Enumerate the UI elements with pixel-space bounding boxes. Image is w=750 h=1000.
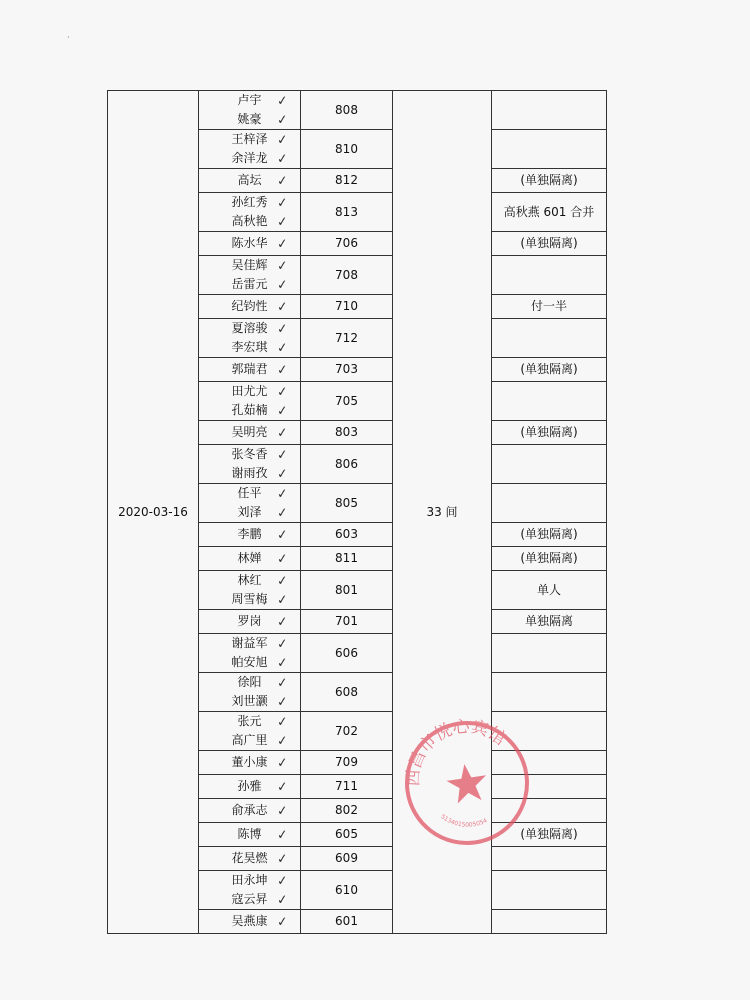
checkmark-icon: ✓ bbox=[276, 132, 289, 149]
guest-names-cell bbox=[199, 634, 301, 673]
room-number: 701 bbox=[301, 610, 393, 634]
guest-name bbox=[199, 319, 300, 338]
note-cell: 单独隔离 bbox=[492, 610, 607, 634]
room-number: 608 bbox=[301, 673, 393, 712]
note-cell: (单独隔离) bbox=[492, 232, 607, 256]
guest-name bbox=[199, 149, 300, 168]
checkmark-icon: ✓ bbox=[276, 112, 289, 129]
guest-name-text: 田尤尤 bbox=[231, 384, 268, 398]
guest-name-text: 吴佳辉 bbox=[231, 258, 268, 272]
guest-name-text: 花昊燃 bbox=[231, 851, 268, 865]
checkmark-icon: ✓ bbox=[276, 340, 289, 357]
guest-names-cell bbox=[199, 547, 301, 571]
guest-name bbox=[199, 91, 300, 110]
guest-name bbox=[199, 212, 300, 231]
guest-name-text: 郭瑞君 bbox=[231, 362, 268, 376]
guest-name bbox=[199, 590, 300, 609]
note-cell bbox=[492, 847, 607, 871]
guest-names-cell bbox=[199, 571, 301, 610]
guest-name-text: 李鹏 bbox=[237, 527, 262, 541]
room-number: 805 bbox=[301, 484, 393, 523]
checkmark-icon: ✓ bbox=[276, 466, 289, 483]
guest-name-text: 帕安旭 bbox=[231, 655, 268, 669]
room-number: 601 bbox=[301, 910, 393, 934]
checkmark-icon: ✓ bbox=[276, 195, 289, 212]
room-number: 801 bbox=[301, 571, 393, 610]
checkmark-icon: ✓ bbox=[276, 914, 289, 931]
note-cell: (单独隔离) bbox=[492, 523, 607, 547]
checkmark-icon: ✓ bbox=[276, 214, 289, 231]
guest-names-cell bbox=[199, 775, 301, 799]
guest-name bbox=[199, 275, 300, 294]
guest-name-text: 董小康 bbox=[231, 755, 268, 769]
guest-name bbox=[199, 171, 300, 190]
guest-name bbox=[199, 653, 300, 672]
guest-name-text: 余洋龙 bbox=[231, 151, 268, 165]
room-number: 603 bbox=[301, 523, 393, 547]
guest-name-text: 俞承志 bbox=[231, 803, 268, 817]
guest-name bbox=[199, 401, 300, 420]
guest-names-cell bbox=[199, 358, 301, 382]
guest-names-cell bbox=[199, 910, 301, 934]
note-cell: 付一半 bbox=[492, 295, 607, 319]
guest-name bbox=[199, 825, 300, 844]
guest-name bbox=[199, 801, 300, 820]
guest-name-text: 寇云昇 bbox=[231, 892, 268, 906]
guest-name-text: 吴燕康 bbox=[231, 914, 268, 928]
guest-names-cell bbox=[199, 523, 301, 547]
guest-names-cell bbox=[199, 256, 301, 295]
checkmark-icon: ✓ bbox=[276, 755, 289, 772]
room-number: 703 bbox=[301, 358, 393, 382]
room-number: 712 bbox=[301, 319, 393, 358]
guest-name-text: 陈水华 bbox=[231, 236, 268, 250]
note-cell bbox=[492, 256, 607, 295]
guest-name-text: 王梓泽 bbox=[231, 132, 268, 146]
room-number: 811 bbox=[301, 547, 393, 571]
room-number: 710 bbox=[301, 295, 393, 319]
guest-name bbox=[199, 234, 300, 253]
guest-names-cell bbox=[199, 673, 301, 712]
guest-name bbox=[199, 130, 300, 149]
checkmark-icon: ✓ bbox=[276, 236, 289, 253]
checkmark-icon: ✓ bbox=[276, 573, 289, 590]
note-cell bbox=[492, 871, 607, 910]
checkmark-icon: ✓ bbox=[276, 892, 289, 909]
guest-name bbox=[199, 571, 300, 590]
guest-name bbox=[199, 503, 300, 522]
checkmark-icon: ✓ bbox=[276, 258, 289, 275]
note-cell bbox=[492, 910, 607, 934]
room-number: 709 bbox=[301, 751, 393, 775]
room-number: 813 bbox=[301, 193, 393, 232]
room-number: 802 bbox=[301, 799, 393, 823]
guest-name-text: 纪钧性 bbox=[231, 299, 268, 313]
guest-names-cell bbox=[199, 232, 301, 256]
room-number: 702 bbox=[301, 712, 393, 751]
guest-name bbox=[199, 634, 300, 653]
checkmark-icon: ✓ bbox=[276, 447, 289, 464]
checkmark-icon: ✓ bbox=[276, 827, 289, 844]
guest-names-cell bbox=[199, 871, 301, 910]
room-number: 806 bbox=[301, 445, 393, 484]
guest-names-cell bbox=[199, 610, 301, 634]
guest-names-cell bbox=[199, 130, 301, 169]
guest-names-cell bbox=[199, 712, 301, 751]
guest-name-text: 高广里 bbox=[231, 733, 268, 747]
room-number: 812 bbox=[301, 169, 393, 193]
checkmark-icon: ✓ bbox=[276, 873, 289, 890]
room-number: 609 bbox=[301, 847, 393, 871]
guest-names-cell bbox=[199, 295, 301, 319]
guest-name-text: 任平 bbox=[237, 486, 262, 500]
guest-names-cell bbox=[199, 799, 301, 823]
checkmark-icon: ✓ bbox=[276, 675, 289, 692]
checkmark-icon: ✓ bbox=[276, 851, 289, 868]
guest-names-cell bbox=[199, 382, 301, 421]
note-cell bbox=[492, 445, 607, 484]
guest-name bbox=[199, 871, 300, 890]
checkmark-icon: ✓ bbox=[276, 694, 289, 711]
note-cell: 单人 bbox=[492, 571, 607, 610]
guest-name-text: 夏溶骏 bbox=[231, 321, 268, 335]
room-number: 706 bbox=[301, 232, 393, 256]
note-cell bbox=[492, 91, 607, 130]
guest-name bbox=[199, 612, 300, 631]
guest-name bbox=[199, 549, 300, 568]
guest-name bbox=[199, 360, 300, 379]
guest-name bbox=[199, 423, 300, 442]
note-cell bbox=[492, 484, 607, 523]
guest-name bbox=[199, 849, 300, 868]
note-cell: (单独隔离) bbox=[492, 358, 607, 382]
guest-name-text: 谢益军 bbox=[231, 636, 268, 650]
checkmark-icon: ✓ bbox=[276, 614, 289, 631]
guest-name-text: 高秋艳 bbox=[231, 214, 268, 228]
guest-names-cell bbox=[199, 847, 301, 871]
guest-name bbox=[199, 890, 300, 909]
guest-name-text: 刘泽 bbox=[237, 505, 262, 519]
guest-name-text: 卢宇 bbox=[237, 93, 262, 107]
guest-name-text: 姚豪 bbox=[237, 112, 262, 126]
guest-name bbox=[199, 753, 300, 772]
checkmark-icon: ✓ bbox=[276, 655, 289, 672]
guest-name bbox=[199, 464, 300, 483]
guest-name-text: 张元 bbox=[237, 714, 262, 728]
checkmark-icon: ✓ bbox=[276, 151, 289, 168]
scan-speck: · bbox=[67, 33, 70, 42]
seal-number: 5134015005054 bbox=[439, 813, 489, 829]
room-number: 705 bbox=[301, 382, 393, 421]
room-count: 33 间 bbox=[393, 91, 492, 934]
note-cell bbox=[492, 673, 607, 712]
guest-names-cell bbox=[199, 445, 301, 484]
checkmark-icon: ✓ bbox=[276, 362, 289, 379]
checkmark-icon: ✓ bbox=[276, 592, 289, 609]
room-number: 810 bbox=[301, 130, 393, 169]
checkmark-icon: ✓ bbox=[276, 425, 289, 442]
guest-name-text: 孙红秀 bbox=[231, 195, 268, 209]
checkmark-icon: ✓ bbox=[276, 527, 289, 544]
guest-name bbox=[199, 338, 300, 357]
checkmark-icon: ✓ bbox=[276, 505, 289, 522]
guest-name-text: 陈博 bbox=[237, 827, 262, 841]
guest-name bbox=[199, 731, 300, 750]
guest-name bbox=[199, 256, 300, 275]
guest-name-text: 林婵 bbox=[237, 551, 262, 565]
room-number: 605 bbox=[301, 823, 393, 847]
checkmark-icon: ✓ bbox=[276, 299, 289, 316]
room-number: 808 bbox=[301, 91, 393, 130]
guest-name-text: 李宏琪 bbox=[231, 340, 268, 354]
guest-names-cell bbox=[199, 319, 301, 358]
room-number: 606 bbox=[301, 634, 393, 673]
checkmark-icon: ✓ bbox=[276, 173, 289, 190]
checkmark-icon: ✓ bbox=[276, 321, 289, 338]
guest-names-cell bbox=[199, 484, 301, 523]
checkmark-icon: ✓ bbox=[276, 384, 289, 401]
room-number: 610 bbox=[301, 871, 393, 910]
guest-name bbox=[199, 484, 300, 503]
guest-name-text: 罗岗 bbox=[237, 614, 262, 628]
guest-name bbox=[199, 777, 300, 796]
guest-names-cell bbox=[199, 823, 301, 847]
guest-name-text: 孔茹楠 bbox=[231, 403, 268, 417]
guest-names-cell bbox=[199, 169, 301, 193]
note-cell bbox=[492, 382, 607, 421]
date-cell: 2020-03-16 bbox=[108, 91, 199, 934]
guest-name bbox=[199, 712, 300, 731]
guest-names-cell bbox=[199, 91, 301, 130]
checkmark-icon: ✓ bbox=[276, 93, 289, 110]
note-cell bbox=[492, 319, 607, 358]
table-row bbox=[108, 91, 607, 130]
guest-name bbox=[199, 525, 300, 544]
guest-name-text: 徐阳 bbox=[237, 675, 262, 689]
guest-name bbox=[199, 692, 300, 711]
guest-names-cell bbox=[199, 193, 301, 232]
note-cell: (单独隔离) bbox=[492, 823, 607, 847]
note-cell: (单独隔离) bbox=[492, 547, 607, 571]
guest-name bbox=[199, 912, 300, 931]
guest-name-text: 谢雨孜 bbox=[231, 466, 268, 480]
guest-name-text: 张冬香 bbox=[231, 447, 268, 461]
room-number: 803 bbox=[301, 421, 393, 445]
guest-name bbox=[199, 673, 300, 692]
checkmark-icon: ✓ bbox=[276, 714, 289, 731]
guest-name-text: 孙雅 bbox=[237, 779, 262, 793]
room-number: 711 bbox=[301, 775, 393, 799]
checkmark-icon: ✓ bbox=[276, 636, 289, 653]
note-cell bbox=[492, 634, 607, 673]
guest-name-text: 刘世灏 bbox=[231, 694, 268, 708]
seal-text: 西昌市悦心宾馆 bbox=[403, 716, 510, 787]
checkmark-icon: ✓ bbox=[276, 803, 289, 820]
guest-name bbox=[199, 382, 300, 401]
guest-name-text: 周雪梅 bbox=[231, 592, 268, 606]
checkmark-icon: ✓ bbox=[276, 403, 289, 420]
guest-name-text: 林红 bbox=[237, 573, 262, 587]
note-cell: (单独隔离) bbox=[492, 421, 607, 445]
svg-text:5134015005054 bbox=[439, 807, 489, 833]
seal-star-icon bbox=[445, 761, 490, 804]
guest-name-text: 岳雷元 bbox=[231, 277, 268, 291]
checkmark-icon: ✓ bbox=[276, 277, 289, 294]
guest-name-text: 高坛 bbox=[237, 173, 262, 187]
guest-name bbox=[199, 193, 300, 212]
guest-name-text: 吴明亮 bbox=[231, 425, 268, 439]
official-seal bbox=[394, 710, 541, 857]
guest-name-text: 田永坤 bbox=[231, 873, 268, 887]
room-number: 708 bbox=[301, 256, 393, 295]
checkmark-icon: ✓ bbox=[276, 733, 289, 750]
checkmark-icon: ✓ bbox=[276, 551, 289, 568]
checkmark-icon: ✓ bbox=[276, 486, 289, 503]
note-cell: 高秋燕 601 合并 bbox=[492, 193, 607, 232]
guest-names-cell bbox=[199, 421, 301, 445]
note-cell: (单独隔离) bbox=[492, 169, 607, 193]
checkmark-icon: ✓ bbox=[276, 779, 289, 796]
guest-name bbox=[199, 297, 300, 316]
guest-name bbox=[199, 445, 300, 464]
guest-name bbox=[199, 110, 300, 129]
note-cell bbox=[492, 130, 607, 169]
guest-names-cell bbox=[199, 751, 301, 775]
